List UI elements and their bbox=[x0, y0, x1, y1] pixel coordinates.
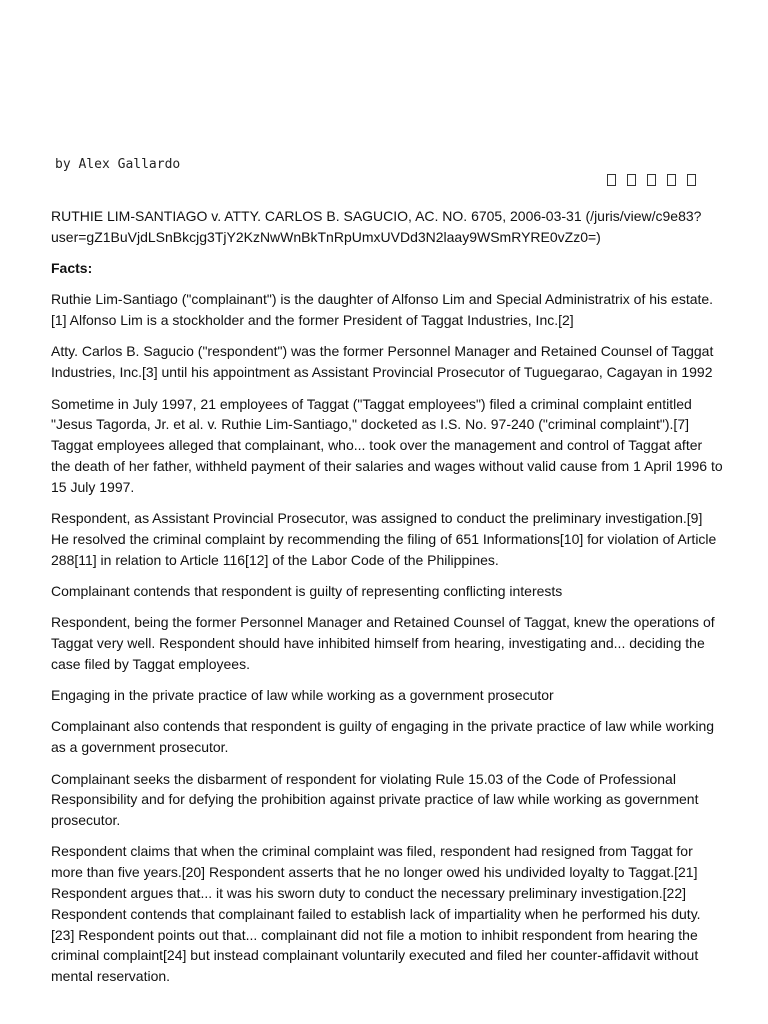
article-body bbox=[51, 206, 723, 998]
case-link[interactable]: (/juris/view/c9e83?user=gZ1BuVjdLSnBkcjg3TjY2KzNwWnBkTnRpUmxUVDd3N2laay9WSmRYRE0vZz0=) bbox=[51, 208, 702, 245]
paragraph: Complainant seeks the disbarment of respondent for violating Rule 15.03 of the Code of Professional Responsibility and for defying the prohibition against private practice of law while working as government prosecutor. bbox=[51, 770, 699, 829]
paragraph: Atty. Carlos B. Sagucio ("respondent") was the former Personnel Manager and Retained Counsel of Taggat Industries, Inc.[3] until his appointment as Assistant Provincial Prosecutor of Tuguegarao, Cagayan in 1992 bbox=[51, 343, 714, 381]
paragraph: Respondent, being the former Personnel Manager and Retained Counsel of Taggat, knew the operations of Taggat very well. Respondent should have inhibited himself from hearing, investigating and... deciding the case filed by Taggat employees. bbox=[51, 614, 715, 672]
paragraph: Ruthie Lim-Santiago ("complainant") is the daughter of Alfonso Lim and Special Administratrix of his estate.[1] Alfonso Lim is a stockholder and the former President of Taggat Industries, Inc.[2] bbox=[51, 291, 714, 329]
facts-heading: Facts: bbox=[51, 260, 93, 277]
author-byline: by Alex Gallardo bbox=[55, 157, 181, 172]
paragraph: Sometime in July 1997, 21 employees of Taggat ("Taggat employees") filed a criminal complaint entitled "Jesus Tagorda, Jr. et al. v. Ruthie Lim-Santiago," docketed as I.S. No. 97-240 ("criminal complaint").[7] Taggat employees alleged that complainant, who... took over the management and control of Taggat after the death of her father, withheld payment of their salaries and wages without valid cause from 1 April 1996 to 15 July 1997. bbox=[51, 395, 723, 495]
paragraph: Complainant contends that respondent is guilty of representing conflicting interests bbox=[51, 582, 563, 599]
share-toolbar bbox=[607, 174, 696, 186]
case-citation bbox=[51, 206, 723, 248]
citation-text: RUTHIE LIM-SANTIAGO v. ATTY. CARLOS B. SAGUCIO, AC. NO. 6705, 2006-03-31 bbox=[51, 208, 586, 224]
share-icon-5[interactable] bbox=[687, 174, 696, 186]
share-icon-3[interactable] bbox=[647, 174, 656, 186]
paragraph: Engaging in the private practice of law while working as a government prosecutor bbox=[51, 687, 554, 704]
share-icon-2[interactable] bbox=[627, 174, 636, 186]
share-icon-4[interactable] bbox=[667, 174, 676, 186]
paragraph: Respondent, as Assistant Provincial Prosecutor, was assigned to conduct the preliminary investigation.[9] He resolved the criminal complaint by recommending the filing of 651 Informations[10] for violation of Article 288[11] in relation to Article 116[12] of the Labor Code of the Philippines. bbox=[51, 510, 717, 568]
paragraph: Respondent claims that when the criminal complaint was filed, respondent had resigned from Taggat for more than five years.[20] Respondent asserts that he no longer owed his undivided loyalty to Taggat.[21] Respondent argues that... it was his sworn duty to conduct the necessary preliminary investigation.[22] Respondent contends that complainant failed to establish lack of impartiality when he performed his duty.[23] Respondent points out that... complainant did not file a motion to inhibit respondent from hearing the criminal complaint[24] but instead complainant voluntarily executed and filed her counter-affidavit without mental reservation. bbox=[51, 843, 701, 985]
paragraph: Complainant also contends that respondent is guilty of engaging in the private practice of law while working as a government prosecutor. bbox=[51, 718, 715, 756]
share-icon-1[interactable] bbox=[607, 174, 616, 186]
